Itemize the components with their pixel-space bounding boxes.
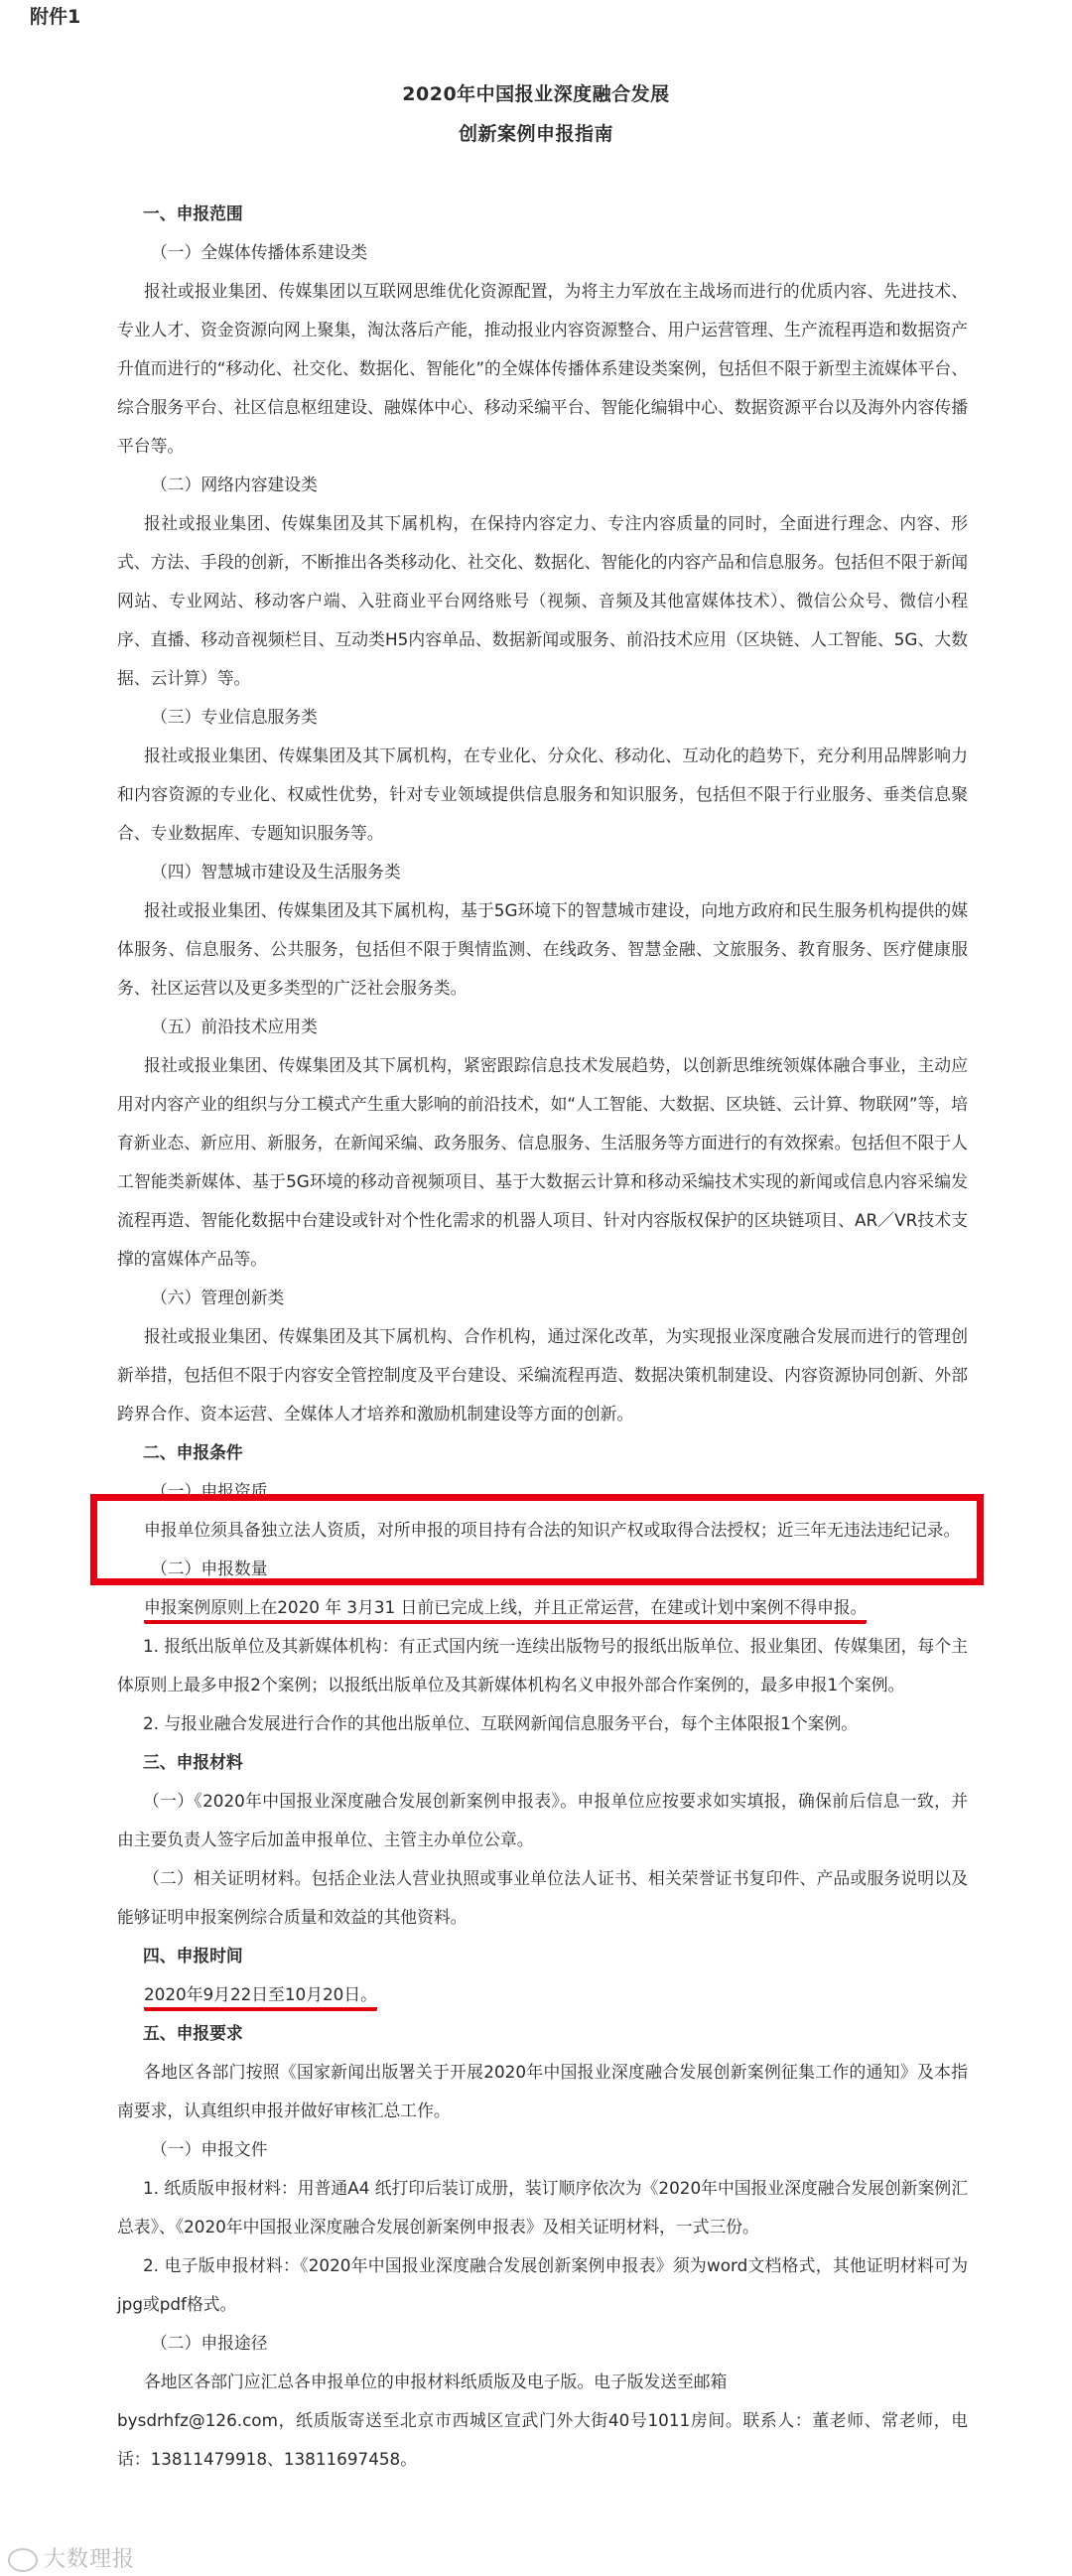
document-title-line2: 创新案例申报指南: [458, 123, 613, 145]
section-heading-materials: 三、申报材料: [143, 1752, 243, 1772]
paragraph-content-building: 报社或报业集团、传媒集团及其下属机构，在保持内容定力、专注内容质量的同时，全面进行理念、内容、形式、方法、手段的创新，不断推出各类移动化、社交化、数据化、智能化的内容产品和信息服务。包括但不限于新闻网站、专业网站、移动客户端、入驻商业平台网络账号（视频、音频及其他富媒体技术）、微信公众号、微信小程序、直播、移动音视频栏目、互动类H5内容单品、数据新闻或服务、前沿技术应用（区块链、人工智能、5G、大数据、云计算）等。: [117, 513, 968, 688]
watermark: [8, 2542, 135, 2573]
watermark-logo-icon: [8, 2548, 38, 2572]
underline-highlight: 申报案例原则上在2020 年 3月31 日前已完成上线，并且正常运营，在建或计划中案例不得申报。: [144, 1597, 867, 1624]
document-title-line1: 2020年中国报业深度融合发展: [402, 83, 670, 105]
paragraph-time: [117, 1975, 968, 2014]
watermark-text: 大数理报: [44, 2547, 136, 2572]
subheading-qualification: （一）申报资质: [151, 1481, 268, 1501]
paragraph-quantity-underlined: [117, 1588, 968, 1627]
paragraph-contact: bysdrhfz@126.com，纸质版寄送至北京市西城区宣武门外大街40号1011房间。联系人：董老师、常老师，电话：13811479918、13811697458。: [117, 2410, 968, 2469]
paragraph-info-service: 报社或报业集团、传媒集团及其下属机构，在专业化、分众化、移动化、互动化的趋势下，充分利用品牌影响力和内容资源的专业化、权威性优势，针对专业领域提供信息服务和知识服务，包括但不限于行业服务、垂类信息聚合、专业数据库、专题知识服务等。: [117, 746, 968, 843]
subheading-media-system: （一）全媒体传播体系建设类: [151, 242, 368, 262]
paragraph-qualification: 申报单位须具备独立法人资质，对所申报的项目持有合法的知识产权或取得合法授权；近三年无违法违纪记录。: [144, 1520, 961, 1540]
section-heading-conditions: 二、申报条件: [143, 1442, 243, 1462]
subheading-documents: （一）申报文件: [151, 2139, 268, 2159]
paragraph-management: 报社或报业集团、传媒集团及其下属机构、合作机构，通过深化改革，为实现报业深度融合发展而进行的管理创新举措，包括但不限于内容安全管控制度及平台建设、采编流程再造、数据决策机制建设、内容资源协同创新、外部跨界合作、资本运营、全媒体人才培养和激励机制建设等方面的创新。: [117, 1326, 968, 1424]
paragraph-channel: 各地区各部门应汇总各申报单位的申报材料纸质版及电子版。电子版发送至邮箱: [144, 2372, 728, 2391]
subheading-content-building: （二）网络内容建设类: [151, 475, 318, 494]
underline-highlight-date: 2020年9月22日至10月20日。: [144, 1984, 377, 2011]
highlight-box: [90, 1494, 984, 1585]
subheading-quantity: （二）申报数量: [151, 1559, 268, 1578]
subheading-frontier-tech: （五）前沿技术应用类: [151, 1017, 318, 1036]
attachment-label: 附件1: [30, 6, 81, 28]
subheading-channel: （二）申报途径: [151, 2333, 268, 2353]
paragraph-paper-docs: 1. 纸质版申报材料：用普通A4 纸打印后装订成册，装订顺序依次为《2020年中国报业深度融合发展创新案例汇总表》、《2020年中国报业深度融合发展创新案例申报表》及相关证明材料，一式三份。: [117, 2178, 968, 2237]
paragraph-electronic-docs: 2. 电子版申报材料：《2020年中国报业深度融合发展创新案例申报表》须为word文档格式，其他证明材料可为jpg或pdf格式。: [117, 2255, 968, 2314]
section-heading-requirements: 五、申报要求: [143, 2023, 243, 2043]
paragraph-materials-proof: （二）相关证明材料。包括企业法人营业执照或事业单位法人证书、相关荣誉证书复印件、产品或服务说明以及能够证明申报案例综合质量和效益的其他资料。: [117, 1868, 968, 1927]
paragraph-quantity-item1: 1. 报纸出版单位及其新媒体机构：有正式国内统一连续出版物号的报纸出版单位、报业集团、传媒集团，每个主体原则上最多申报2个案例；以报纸出版单位及其新媒体机构名义申报外部合作案例的，最多申报1个案例。: [117, 1636, 968, 1695]
paragraph-quantity-item2: 2. 与报业融合发展进行合作的其他出版单位、互联网新闻信息服务平台，每个主体限报1个案例。: [143, 1713, 859, 1733]
paragraph-media-system: 报社或报业集团、传媒集团以互联网思维优化资源配置，为将主力军放在主战场而进行的优质内容、先进技术、专业人才、资金资源向网上聚集，淘汰落后产能，推动报业内容资源整合、用户运营管理、生产流程再造和数据资产升值而进行的“移动化、社交化、数据化、智能化”的全媒体传播体系建设类案例，包括但不限于新型主流媒体平台、综合服务平台、社区信息枢纽建设、融媒体中心、移动采编平台、智能化编辑中心、数据资源平台以及海外内容传播平台等。: [117, 281, 968, 456]
document-body: [117, 195, 968, 2479]
subheading-management: （六）管理创新类: [151, 1288, 285, 1307]
paragraph-requirements: 各地区各部门按照《国家新闻出版署关于开展2020年中国报业深度融合发展创新案例征集工作的通知》及本指南要求，认真组织申报并做好审核汇总工作。: [117, 2062, 968, 2120]
subheading-smart-city: （四）智慧城市建设及生活服务类: [151, 862, 401, 881]
paragraph-frontier-tech: 报社或报业集团、传媒集团及其下属机构，紧密跟踪信息技术发展趋势，以创新思维统领媒体融合事业，主动应用对内容产业的组织与分工模式产生重大影响的前沿技术，如“人工智能、大数据、区块链、云计算、物联网”等，培育新业态、新应用、新服务，在新闻采编、政务服务、信息服务、生活服务等方面进行的有效探索。包括但不限于人工智能类新媒体、基于5G环境的移动音视频项目、基于大数据云计算和移动采编技术实现的新闻或信息内容采编发流程再造、智能化数据中台建设或针对个性化需求的机器人项目、针对内容版权保护的区块链项目、AR／VR技术支撑的富媒体产品等。: [117, 1055, 968, 1269]
paragraph-materials-form: （一）《2020年中国报业深度融合发展创新案例申报表》。申报单位应按要求如实填报，确保前后信息一致，并由主要负责人签字后加盖申报单位、主管主办单位公章。: [117, 1791, 968, 1849]
subheading-info-service: （三）专业信息服务类: [151, 707, 318, 727]
paragraph-smart-city: 报社或报业集团、传媒集团及其下属机构，基于5G环境下的智慧城市建设，向地方政府和民生服务机构提供的媒体服务、信息服务、公共服务，包括但不限于舆情监测、在线政务、智慧金融、文旅服务、教育服务、医疗健康服务、社区运营以及更多类型的广泛社会服务类。: [117, 900, 968, 998]
section-heading-scope: 一、申报范围: [143, 203, 243, 223]
section-heading-time: 四、申报时间: [143, 1946, 243, 1966]
